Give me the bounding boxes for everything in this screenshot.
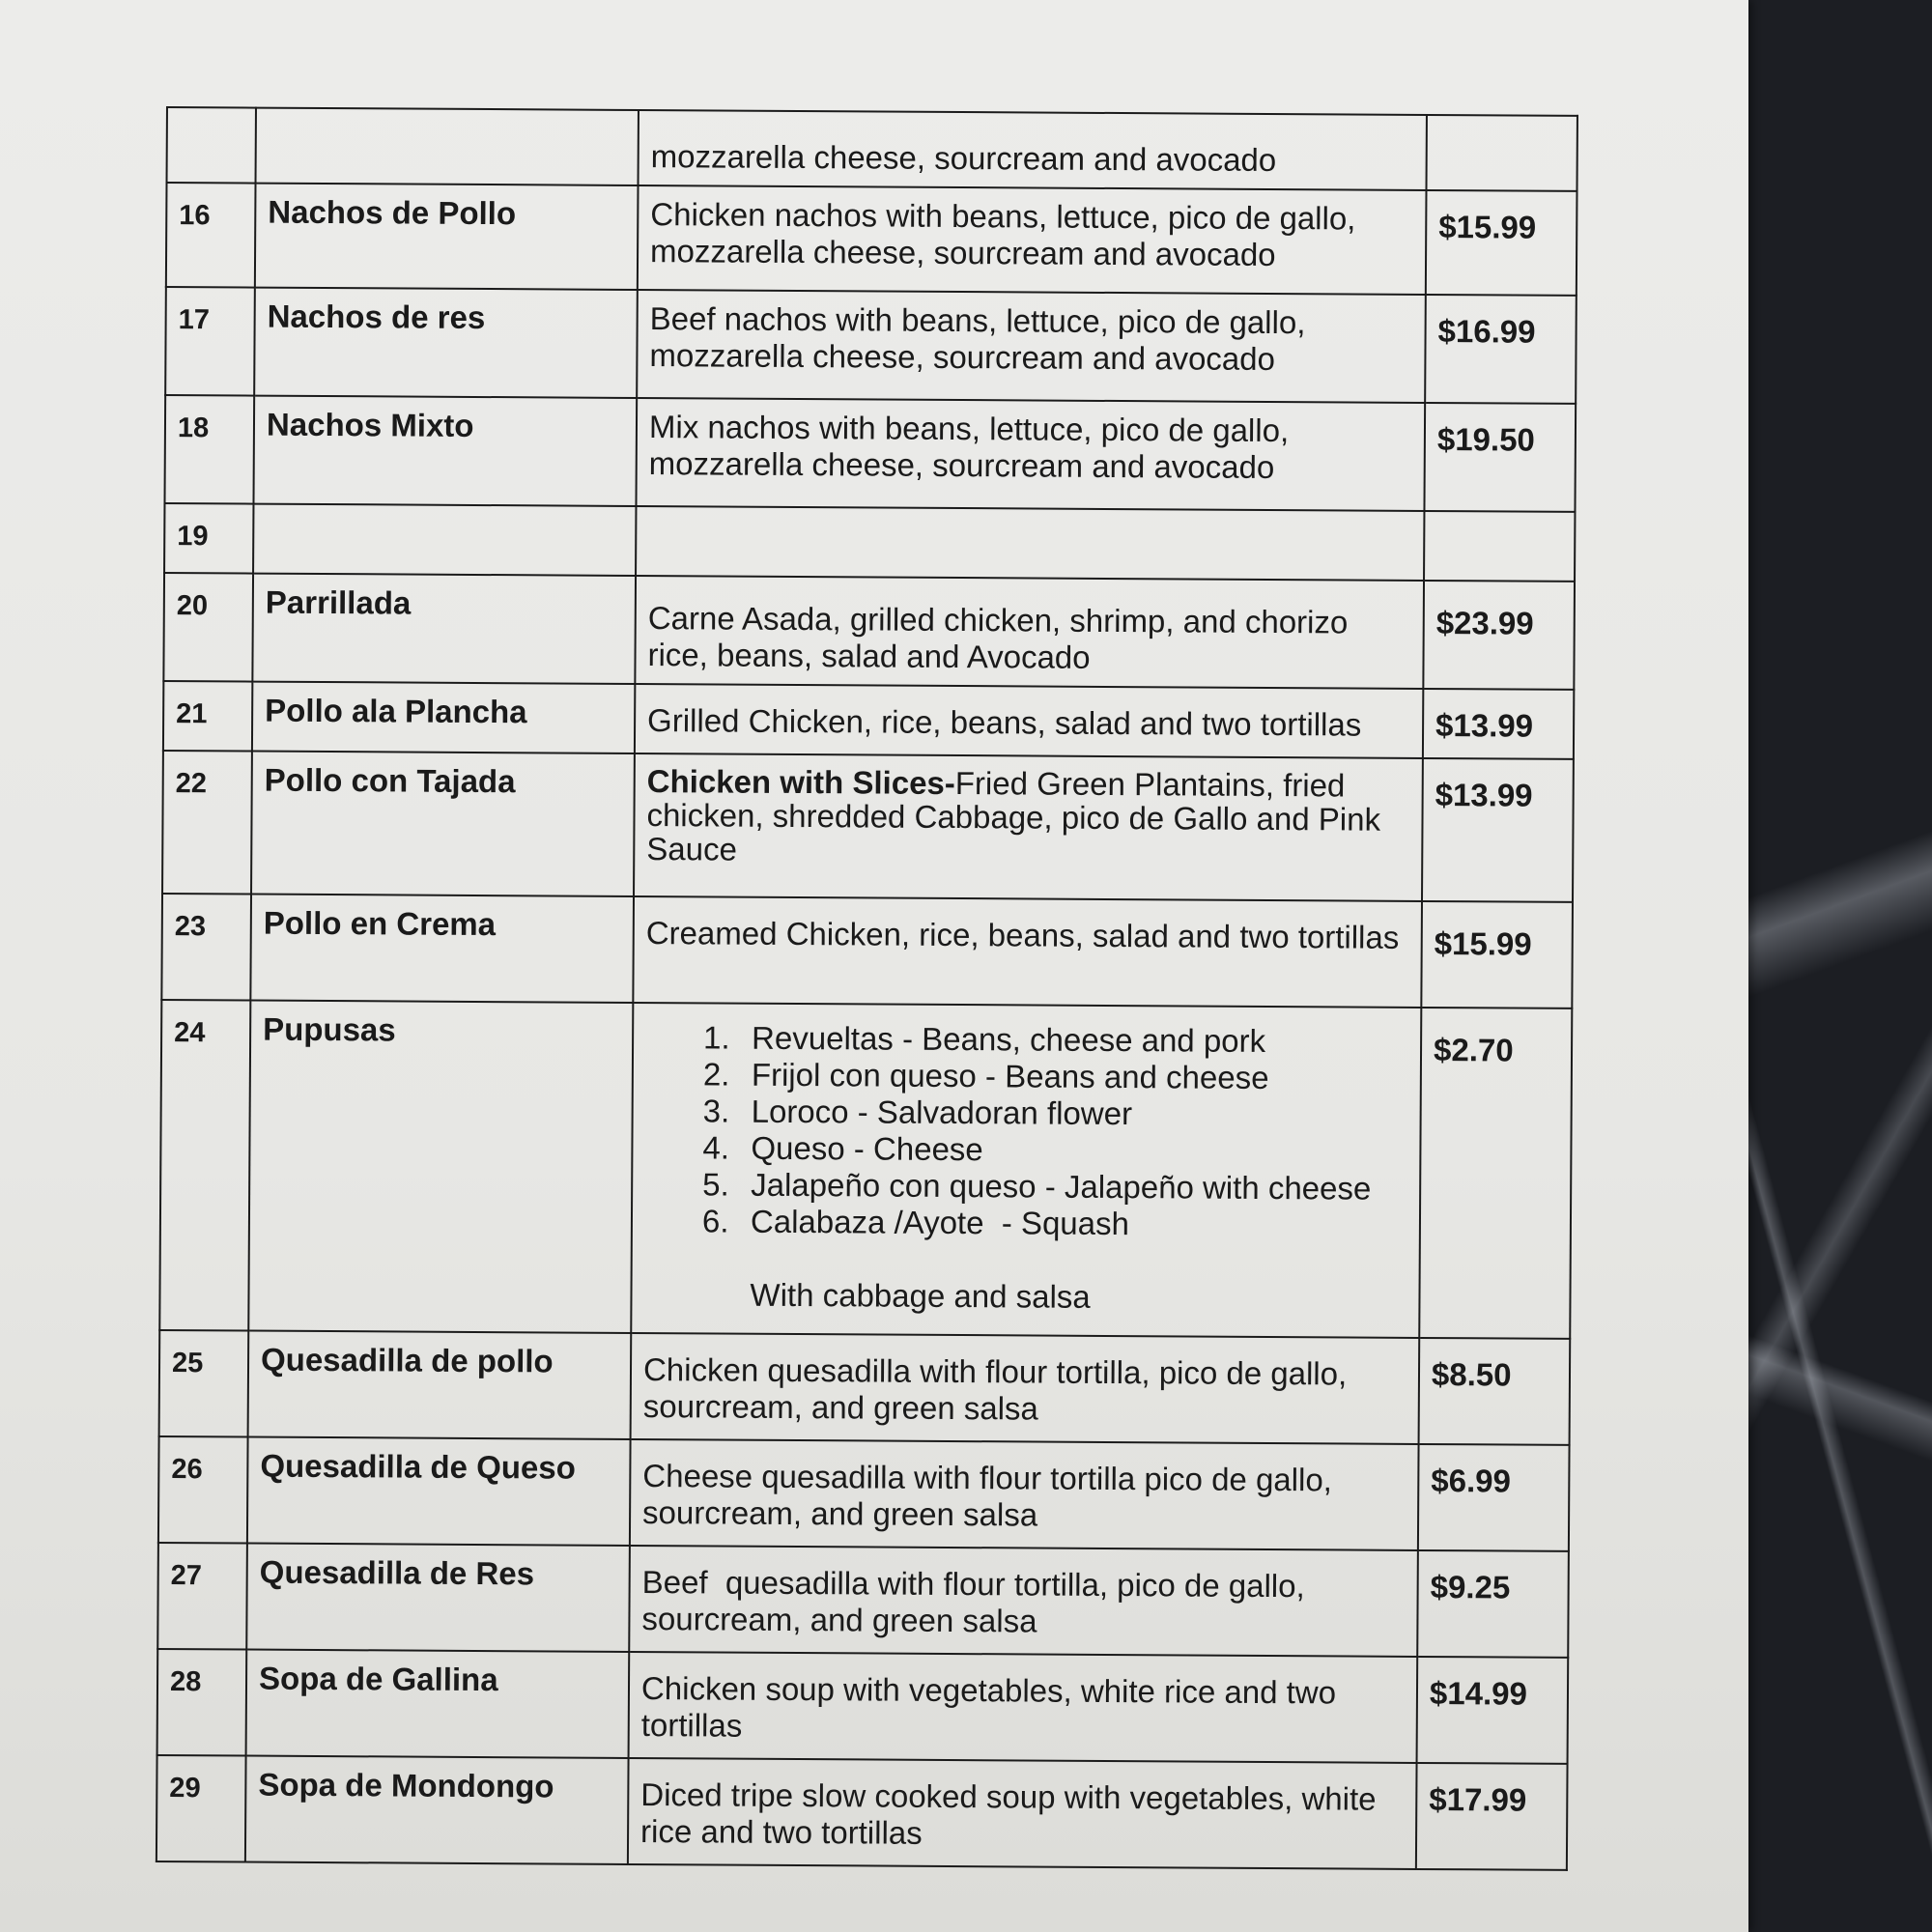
item-name: Pollo con Tajada xyxy=(251,752,635,896)
item-name: Quesadilla de Queso xyxy=(247,1437,631,1546)
table-row xyxy=(164,395,1576,512)
list-item xyxy=(702,1129,1407,1171)
list-item-text: Loroco - Salvadoran flower xyxy=(751,1093,1133,1132)
item-number: 29 xyxy=(156,1755,246,1862)
item-name: Quesadilla de Res xyxy=(246,1544,630,1652)
menu-table xyxy=(156,106,1578,1871)
table-row xyxy=(159,1000,1572,1339)
item-number: 22 xyxy=(162,751,252,895)
item-name: Nachos de Pollo xyxy=(255,184,639,290)
item-price: $15.99 xyxy=(1421,901,1573,1009)
item-price: $15.99 xyxy=(1426,190,1577,296)
table-row xyxy=(163,681,1574,759)
item-number: 19 xyxy=(164,503,253,574)
item-description: Beef quesadilla with flour tortilla, pico de gallo, sourcream, and green salsa xyxy=(629,1546,1418,1657)
item-name: Quesadilla de pollo xyxy=(248,1331,632,1439)
item-number: 20 xyxy=(163,573,253,682)
item-name: Pollo ala Plancha xyxy=(252,682,635,753)
pupusa-note: With cabbage and salsa xyxy=(750,1276,1091,1315)
item-number: 17 xyxy=(165,287,255,396)
item-description: Chicken soup with vegetables, white rice and two tortillas xyxy=(629,1652,1418,1763)
list-item-number: 3. xyxy=(702,1093,730,1129)
item-name: Pollo en Crema xyxy=(250,895,634,1003)
item-number: 16 xyxy=(166,183,256,288)
item-name: Pupusas xyxy=(248,1001,633,1333)
item-price: $16.99 xyxy=(1425,295,1577,404)
item-name: Parrillada xyxy=(252,574,636,684)
table-row xyxy=(158,1436,1570,1551)
item-number: 21 xyxy=(163,681,252,752)
item-description-highlight: Chicken with Slices- xyxy=(646,763,955,802)
table-row xyxy=(164,503,1575,582)
list-item-number: 2. xyxy=(702,1056,730,1093)
item-name: Sopa de Gallina xyxy=(246,1650,630,1758)
list-item-text: Calabaza /Ayote - Squash xyxy=(750,1203,1130,1242)
item-description: Chicken quesadilla with flour tortilla, pico de gallo, sourcream, and green salsa xyxy=(631,1333,1420,1444)
pupusa-options-list xyxy=(644,1013,1408,1244)
item-price: $6.99 xyxy=(1418,1444,1570,1551)
item-number: 25 xyxy=(159,1330,249,1437)
list-item-number: 6. xyxy=(701,1203,729,1239)
item-description xyxy=(634,753,1423,901)
item-number: 18 xyxy=(164,395,254,504)
item-price xyxy=(1424,511,1575,582)
table-row xyxy=(157,1543,1569,1658)
item-price: $8.50 xyxy=(1419,1338,1571,1445)
list-item-number: 1. xyxy=(703,1019,730,1056)
table-row xyxy=(162,751,1574,902)
list-item-text: Revueltas - Beans, cheese and pork xyxy=(752,1019,1266,1059)
table-row xyxy=(167,107,1577,191)
table-row xyxy=(157,1649,1569,1764)
item-description: Grilled Chicken, rice, beans, salad and two tortillas xyxy=(635,684,1423,758)
table-row xyxy=(163,573,1575,690)
table-row xyxy=(166,183,1577,296)
list-item xyxy=(702,1056,1408,1097)
item-number: 23 xyxy=(161,894,251,1001)
item-description: Beef nachos with beans, lettuce, pico de gallo, mozzarella cheese, sourcream and avocado xyxy=(637,290,1426,403)
list-item-number: 5. xyxy=(702,1166,729,1203)
list-item xyxy=(702,1093,1408,1134)
item-description: mozzarella cheese, sourcream and avocado xyxy=(639,110,1427,190)
list-item-text: Frijol con queso - Beans and cheese xyxy=(751,1056,1269,1095)
item-number: 27 xyxy=(157,1543,247,1650)
item-description: Cheese quesadilla with flour tortilla pico de gallo, sourcream, and green salsa xyxy=(630,1439,1419,1550)
item-description: Diced tripe slow cooked soup with vegetables, white rice and two tortillas xyxy=(628,1758,1417,1869)
item-description-text: Fried Green Plantains, fried chicken, shredded Cabbage, pico de Gallo and Pink Sauce xyxy=(646,765,1381,867)
list-item xyxy=(702,1166,1407,1208)
item-price: $23.99 xyxy=(1423,581,1575,690)
list-item xyxy=(703,1019,1408,1061)
item-number xyxy=(167,107,256,184)
pupusa-options-cell xyxy=(631,1003,1421,1338)
item-name: Nachos Mixto xyxy=(253,396,637,506)
item-price: $9.25 xyxy=(1417,1550,1569,1658)
table-row xyxy=(161,894,1573,1009)
list-item xyxy=(701,1203,1407,1244)
item-price: $13.99 xyxy=(1422,758,1574,902)
item-price: $17.99 xyxy=(1416,1763,1568,1870)
item-description: Carne Asada, grilled chicken, shrimp, and chorizo rice, beans, salad and Avocado xyxy=(635,576,1424,689)
table-row xyxy=(159,1330,1571,1445)
item-description: Mix nachos with beans, lettuce, pico de gallo, mozzarella cheese, sourcream and avocado xyxy=(636,398,1425,511)
item-name: Sopa de Mondongo xyxy=(245,1756,629,1864)
item-name xyxy=(256,108,639,185)
item-price xyxy=(1426,115,1577,191)
table-row xyxy=(156,1755,1568,1870)
list-item-number: 4. xyxy=(702,1129,730,1166)
item-price: $2.70 xyxy=(1419,1008,1572,1339)
item-name xyxy=(253,504,636,576)
list-item-text: Queso - Cheese xyxy=(751,1129,983,1168)
item-number: 28 xyxy=(157,1649,247,1756)
item-description: Chicken nachos with beans, lettuce, pico de gallo, mozzarella cheese, sourcream and avocado xyxy=(638,185,1427,295)
list-item-text: Jalapeño con queso - Jalapeño with cheese xyxy=(751,1166,1372,1207)
item-number: 26 xyxy=(158,1436,248,1544)
item-description xyxy=(636,506,1424,581)
item-number: 24 xyxy=(159,1000,250,1331)
item-price: $19.50 xyxy=(1424,403,1576,512)
item-price: $14.99 xyxy=(1417,1657,1569,1764)
item-name: Nachos de res xyxy=(254,288,638,398)
table-row xyxy=(165,287,1577,404)
item-description: Creamed Chicken, rice, beans, salad and two tortillas xyxy=(633,896,1422,1008)
item-price: $13.99 xyxy=(1423,689,1574,759)
marble-countertop-background xyxy=(1739,0,1932,1932)
